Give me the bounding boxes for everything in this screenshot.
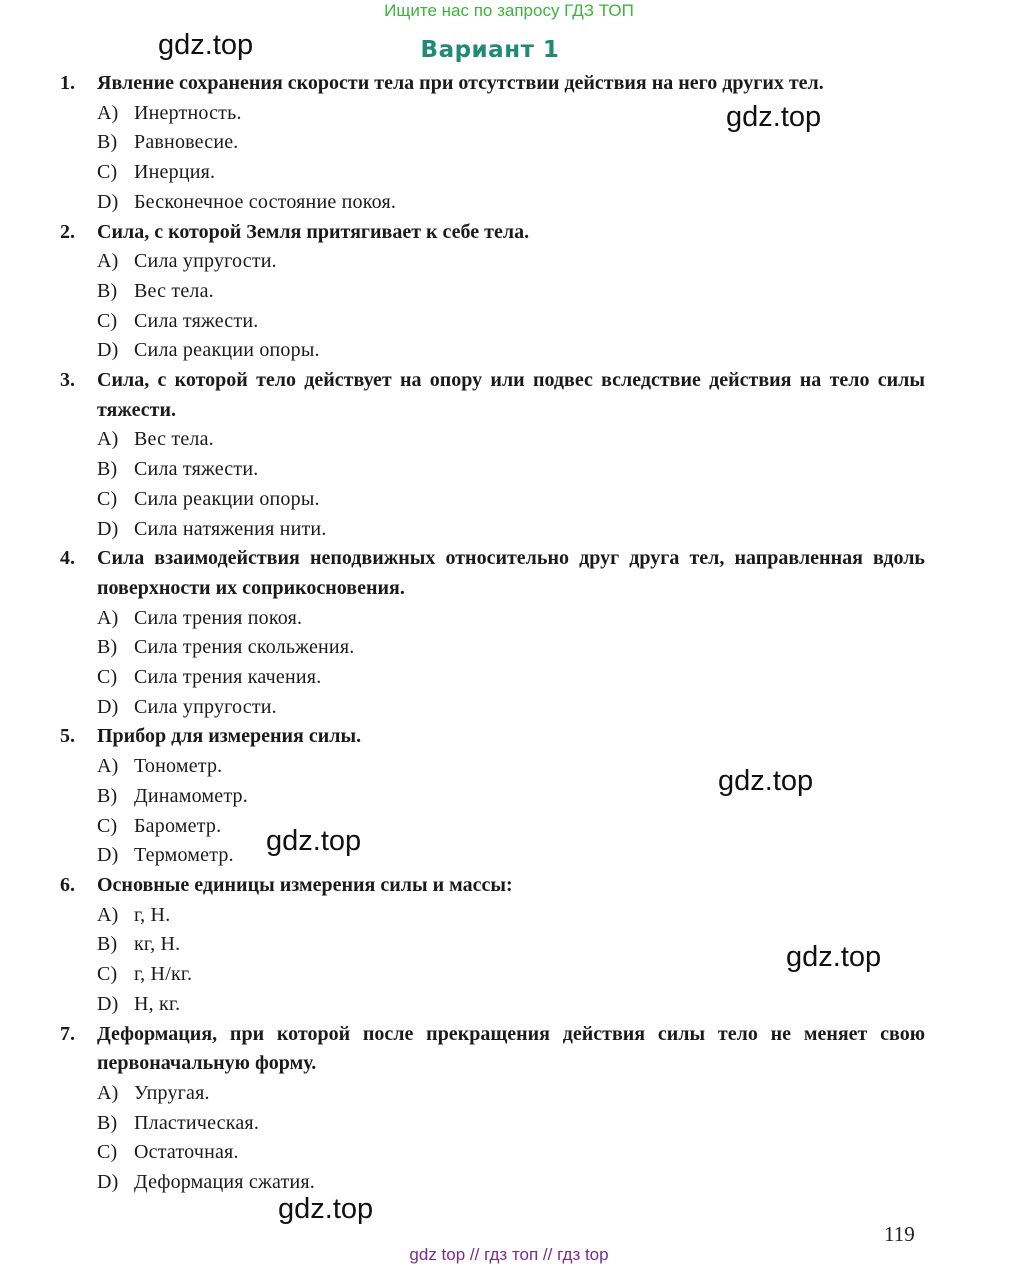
option-letter: C): [97, 666, 118, 689]
page-number: 119: [884, 1222, 915, 1246]
option-text: Равновесие.: [134, 131, 239, 154]
watermark: gdz.top: [158, 29, 254, 61]
option-text: г, Н.: [134, 903, 171, 926]
option-letter: A): [97, 1081, 119, 1104]
option-text: Сила реакции опоры.: [134, 339, 320, 362]
question-heading: [60, 722, 925, 752]
watermark: gdz.top: [718, 765, 814, 797]
answer-option: [60, 693, 925, 723]
option-letter: A): [97, 101, 119, 124]
question-text: Прибор для измерения силы.: [97, 725, 362, 748]
question-number: 7.: [60, 1022, 75, 1045]
option-letter: A): [97, 428, 119, 451]
option-letter: D): [97, 844, 119, 867]
option-text: Бесконечное состояние покоя.: [134, 190, 397, 213]
page-title: Вариант 1: [420, 37, 560, 63]
option-text: Сила упругости.: [134, 250, 277, 273]
option-letter: B): [97, 784, 118, 807]
option-letter: C): [97, 1141, 118, 1164]
answer-option: [60, 960, 925, 990]
answer-option: [60, 782, 925, 812]
question-number: 6.: [60, 873, 75, 896]
question-list: [60, 69, 925, 1198]
question-number: 2.: [60, 220, 75, 243]
question-text: Сила, с которой тело действует на опору или подвес вследствие действия на тело силы тяжести.: [97, 369, 925, 421]
option-letter: D): [97, 1171, 119, 1194]
question-heading: [60, 871, 925, 901]
answer-option: [60, 336, 925, 366]
answer-option: [60, 812, 925, 842]
top-banner: Ищите нас по запросу ГДЗ ТОП: [384, 1, 634, 20]
option-letter: B): [97, 458, 118, 481]
question-heading: [60, 544, 925, 603]
answer-option: [60, 633, 925, 663]
answer-option: [60, 515, 925, 545]
answer-option: [60, 901, 925, 931]
option-text: Остаточная.: [134, 1141, 239, 1164]
option-letter: C): [97, 161, 118, 184]
option-letter: C): [97, 814, 118, 837]
option-text: Тонометр.: [134, 755, 223, 778]
option-letter: A): [97, 903, 119, 926]
option-letter: B): [97, 636, 118, 659]
footer: gdz top // гдз топ // гдз top: [409, 1245, 609, 1264]
question-block: [60, 218, 925, 367]
option-letter: B): [97, 1111, 118, 1134]
option-text: Деформация сжатия.: [134, 1171, 315, 1194]
answer-option: [60, 930, 925, 960]
option-text: г, Н/кг.: [134, 963, 193, 986]
option-text: Барометр.: [134, 814, 222, 837]
question-text: Сила, с которой Земля притягивает к себе тела.: [97, 220, 530, 243]
option-letter: A): [97, 250, 119, 273]
option-text: Упругая.: [134, 1081, 210, 1104]
option-text: Инерция.: [134, 161, 216, 184]
answer-option: [60, 990, 925, 1020]
option-text: кг, Н.: [134, 933, 181, 956]
answer-option: [60, 247, 925, 277]
option-text: Сила тяжести.: [134, 458, 259, 481]
watermark: gdz.top: [726, 101, 822, 133]
option-text: Термометр.: [134, 844, 234, 867]
answer-option: [60, 99, 925, 129]
option-letter: C): [97, 963, 118, 986]
question-block: [60, 544, 925, 722]
option-letter: A): [97, 606, 119, 629]
question-heading: [60, 1020, 925, 1079]
question-block: [60, 722, 925, 871]
option-letter: D): [97, 190, 119, 213]
answer-option: [60, 485, 925, 515]
answer-option: [60, 663, 925, 693]
option-text: Сила натяжения нити.: [134, 517, 327, 540]
question-heading: [60, 366, 925, 425]
question-block: [60, 366, 925, 544]
option-text: Вес тела.: [134, 428, 214, 451]
option-letter: C): [97, 487, 118, 510]
answer-option: [60, 158, 925, 188]
option-text: Инертность.: [134, 101, 242, 124]
option-letter: D): [97, 339, 119, 362]
option-text: Динамометр.: [134, 784, 248, 807]
question-number: 5.: [60, 725, 75, 748]
option-text: Сила упругости.: [134, 695, 277, 718]
answer-option: [60, 1109, 925, 1139]
option-letter: A): [97, 755, 119, 778]
question-block: [60, 871, 925, 1020]
question-block: [60, 69, 925, 218]
answer-option: [60, 1138, 925, 1168]
question-text: Сила взаимодействия неподвижных относительно друг друга тел, направленная вдоль поверхности их соприкосновения.: [97, 547, 925, 599]
answer-option: [60, 188, 925, 218]
option-text: Сила тяжести.: [134, 309, 259, 332]
question-number: 3.: [60, 369, 75, 392]
option-text: Сила трения качения.: [134, 666, 322, 689]
answer-option: [60, 455, 925, 485]
option-text: Сила трения скольжения.: [134, 636, 355, 659]
option-letter: B): [97, 933, 118, 956]
option-text: Пластическая.: [134, 1111, 260, 1134]
answer-option: [60, 277, 925, 307]
option-letter: D): [97, 992, 119, 1015]
watermark: gdz.top: [278, 1193, 374, 1225]
question-text: Основные единицы измерения силы и массы:: [97, 873, 513, 896]
question-block: [60, 1020, 925, 1198]
option-text: Вес тела.: [134, 279, 214, 302]
question-heading: [60, 218, 925, 248]
question-text: Явление сохранения скорости тела при отсутствии действия на него других тел.: [97, 72, 824, 94]
question-text: Деформация, при которой после прекращения действия силы тело не меняет свою первоначальную форму.: [97, 1022, 925, 1075]
answer-option: [60, 307, 925, 337]
option-letter: D): [97, 695, 119, 718]
question-number: 1.: [60, 72, 75, 94]
answer-option: [60, 604, 925, 634]
answer-option: [60, 1168, 925, 1198]
option-text: Сила трения покоя.: [134, 606, 303, 629]
watermark: gdz.top: [266, 825, 362, 857]
answer-option: [60, 752, 925, 782]
answer-option: [60, 128, 925, 158]
option-text: Сила реакции опоры.: [134, 487, 320, 510]
option-text: Н, кг.: [134, 992, 181, 1015]
watermark: gdz.top: [786, 941, 882, 973]
answer-option: [60, 1079, 925, 1109]
option-letter: B): [97, 131, 118, 154]
option-letter: D): [97, 517, 119, 540]
option-letter: B): [97, 279, 118, 302]
question-heading: [60, 69, 925, 99]
question-number: 4.: [60, 547, 75, 570]
answer-option: [60, 841, 925, 871]
option-letter: C): [97, 309, 118, 332]
answer-option: [60, 425, 925, 455]
